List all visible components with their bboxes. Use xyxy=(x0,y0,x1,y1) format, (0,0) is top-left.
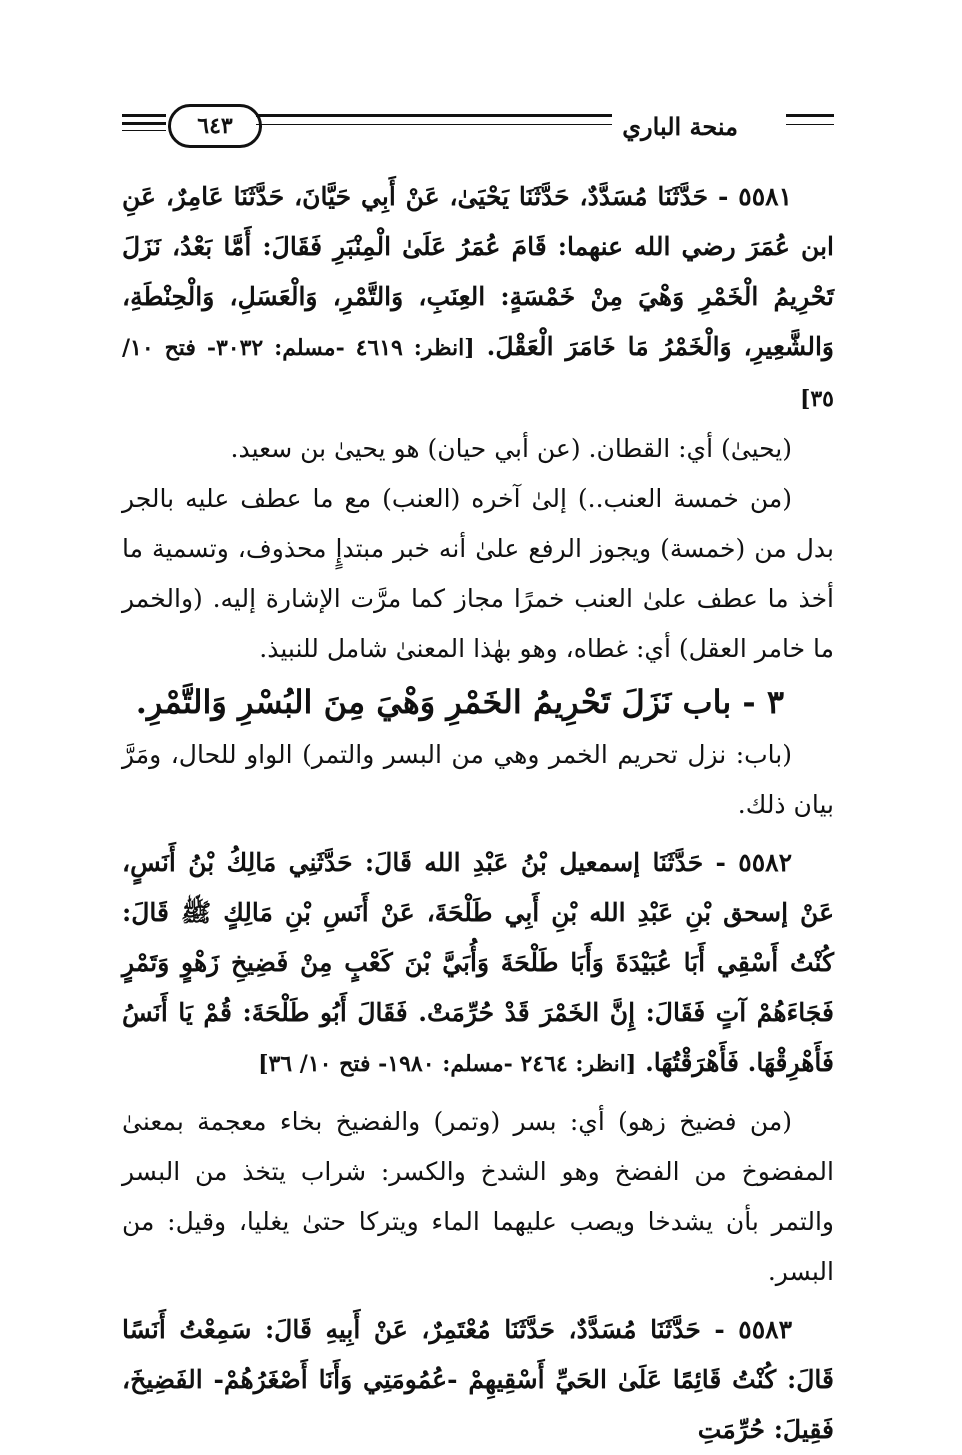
hadith-5582-text: ٥٥٨٢ - حَدَّثَنَا إسمعيل بْنُ عَبْدِ الله قَالَ: حَدَّثَنِي مَالِكُ بْنُ أَنَسٍ، عَنْ إسحق بْنِ عَبْدِ الله بْنِ أَبِي طَلْحَةَ، عَنْ أَنَسِ بْنِ مَالِكٍ ﷺ قَالَ: كُنْتُ أَسْقِي أَبَا عُبَيْدَةَ وَأَبَا طَلْحَةَ وَأُبَيَّ بْنَ كَعْبٍ مِنْ فَضِيخِ زَهْوٍ وَتَمْرٍ فَجَاءَهُمْ آتٍ فَقَالَ: إِنَّ الخَمْرَ قَدْ حُرِّمَتْ. فَقَالَ أَبُو طَلْحَةَ: قُمْ يَا أَنَسُ فَأَهْرِقْهَا. فَأَهْرَقْتُهَا. xyxy=(122,848,834,1077)
spacer xyxy=(122,1089,834,1097)
hadith-5582 xyxy=(122,838,834,1089)
commentary-1-paragraph-1: (يحيىٰ) أي: القطان. (عن أبي حيان) هو يحيىٰ بن سعيد. xyxy=(230,434,792,463)
header-rule-left-middle xyxy=(122,122,166,125)
hadith-5583 xyxy=(122,1305,834,1455)
book-title: منحة الباري xyxy=(622,112,738,141)
spacer xyxy=(122,1297,834,1305)
hadith-5581 xyxy=(122,172,834,424)
hadith-5583-text: ٥٥٨٣ - حَدَّثَنَا مُسَدَّدٌ، حَدَّثَنَا مُعْتَمِرٌ، عَنْ أَبِيهِ قَالَ: سَمِعْتُ أَنَسًا قَالَ: كُنْتُ قَائِمًا عَلَىٰ الحَيِّ أَسْقِيهِمْ -عُمُومَتِي وَأَنَا أَصْغَرُهُمْ- الفَضِيخَ، فَقِيلَ: حُرِّمَتِ xyxy=(122,1315,834,1444)
hadith-5581-text: ٥٥٨١ - حَدَّثَنَا مُسَدَّدٌ، حَدَّثَنَا يَحْيَىٰ، عَنْ أَبِي حَيَّانَ، حَدَّثَنَا عَامِرٌ، عَنِ ابن عُمَرَ رضي الله عنهما: قَامَ عُمَرُ عَلَىٰ الْمِنْبَرِ فَقَالَ: أَمَّا بَعْدُ، نَزَلَ تَحْرِيمُ الْخَمْرِ وَهْيَ مِنْ خَمْسَةٍ: العِنَبِ، وَالتَّمْرِ، وَالْعَسَلِ، وَالْحِنْطَةِ، وَالشَّعِيرِ، وَالْخَمْرُ مَا خَامَرَ الْعَقْلَ. xyxy=(122,182,834,361)
hadith-5582-reference: [انظر: ٢٤٦٤ -مسلم: ١٩٨٠- فتح ١٠/ ٣٦] xyxy=(258,1051,637,1077)
spacer xyxy=(122,830,834,838)
header-rule-center-top xyxy=(256,114,612,117)
header-rule-right-top xyxy=(786,114,834,117)
running-header xyxy=(122,100,834,150)
commentary-3-paragraph: (من فضيخ زهو) أي: بسر (وتمر) والفضيخ بخاء معجمة بمعنىٰ المفضوخ من الفضخ وهو الشدخ والكسر: شراب يتخذ من البسر والتمر بأن يشدخا ويصب عليهما الماء ويتركا حتىٰ يغليا، وقيل: من البسر. xyxy=(122,1107,834,1286)
header-rule-left-bottom xyxy=(122,130,166,131)
chapter-heading: ٣ - باب نَزَلَ تَحْرِيمُ الخَمْرِ وَهْيَ مِنَ البُسْرِ وَالتَّمْرِ. xyxy=(135,683,784,721)
header-rule-right-bottom xyxy=(786,124,834,125)
header-rule-left-top xyxy=(122,114,166,117)
commentary-1-paragraph-2: (من خمسة العنب..) إلىٰ آخره (العنب) مع ما عطف عليه بالجر بدل من (خمسة) ويجوز الرفع علىٰ أنه خبر مبتدإٍ محذوف، وتسمية ما أخذ ما عطف علىٰ العنب خمرًا مجاز كما مرَّت الإشارة إليه. (والخمر ما خامر العقل) أي: غطاه، وهو بهٰذا المعنىٰ شامل للنبيذ. xyxy=(122,484,834,663)
commentary-2-paragraph: (باب: نزل تحريم الخمر وهي من البسر والتمر) الواو للحال، ومَرَّ بيان ذلك. xyxy=(122,740,834,819)
header-rule-center-bottom xyxy=(256,124,612,125)
page-body xyxy=(122,172,834,1455)
hadith-5581-reference: [انظر: ٤٦١٩ -مسلم: ٣٠٣٢- فتح ١٠/ ٣٥] xyxy=(122,335,834,412)
page-number: ٦٤٣ xyxy=(168,104,262,148)
